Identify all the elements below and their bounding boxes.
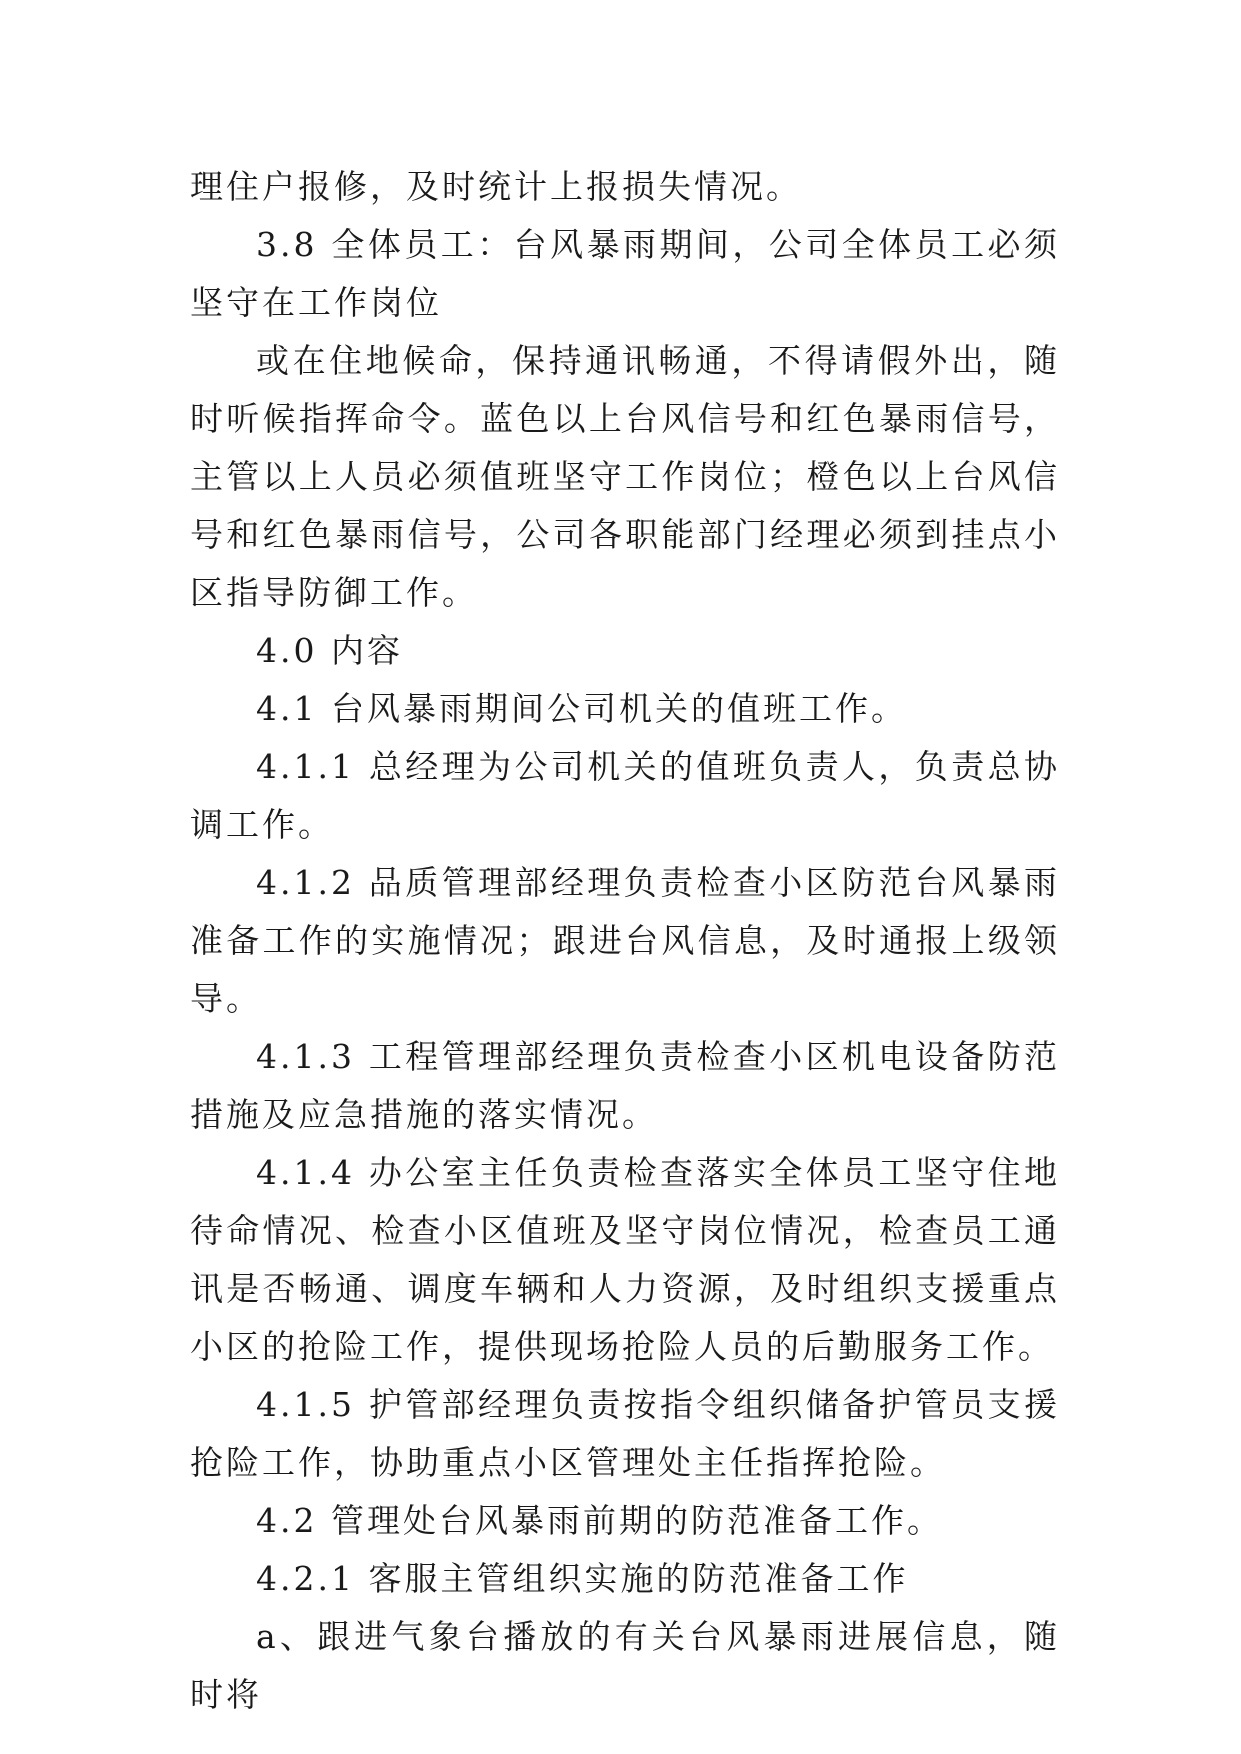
paragraph-1: 理住户报修，及时统计上报损失情况。: [190, 167, 802, 206]
paragraph-4-1-4: 4.1.4 办公室主任负责检查落实全体员工坚守住地待命情况、检查小区值班及坚守岗位情况，检查员工通讯是否畅通、调度车辆和人力资源，及时组织支援重点小区的抢险工作，提供现场抢险人员的后勤服务工作。: [190, 1153, 1060, 1366]
paragraph-item-a: a、跟进气象台播放的有关台风暴雨进展信息，随时将: [190, 1617, 1060, 1714]
section-heading-4-0: 4.0 内容: [256, 631, 403, 670]
paragraph-3: 或在住地候命，保持通讯畅通，不得请假外出，随时听候指挥命令。蓝色以上台风信号和红色暴雨信号，主管以上人员必须值班坚守工作岗位；橙色以上台风信号和红色暴雨信号，公司各职能部门经理必须到挂点小区指导防御工作。: [190, 341, 1060, 612]
section-heading-4-2: 4.2 管理处台风暴雨前期的防范准备工作。: [256, 1501, 943, 1540]
paragraph-4-1-2: 4.1.2 品质管理部经理负责检查小区防范台风暴雨准备工作的实施情况；跟进台风信息，及时通报上级领导。: [190, 863, 1060, 1018]
paragraph-4-1-3: 4.1.3 工程管理部经理负责检查小区机电设备防范措施及应急措施的落实情况。: [190, 1037, 1060, 1134]
paragraph-4-1-1: 4.1.1 总经理为公司机关的值班负责人，负责总协调工作。: [190, 747, 1060, 844]
document-body: [190, 158, 1060, 1724]
section-heading-4-1: 4.1 台风暴雨期间公司机关的值班工作。: [256, 689, 907, 728]
paragraph-2: 3.8 全体员工：台风暴雨期间，公司全体员工必须坚守在工作岗位: [190, 225, 1060, 322]
paragraph-4-1-5: 4.1.5 护管部经理负责按指令组织储备护管员支援抢险工作，协助重点小区管理处主任指挥抢险。: [190, 1385, 1060, 1482]
paragraph-4-2-1: 4.2.1 客服主管组织实施的防范准备工作: [256, 1559, 909, 1598]
